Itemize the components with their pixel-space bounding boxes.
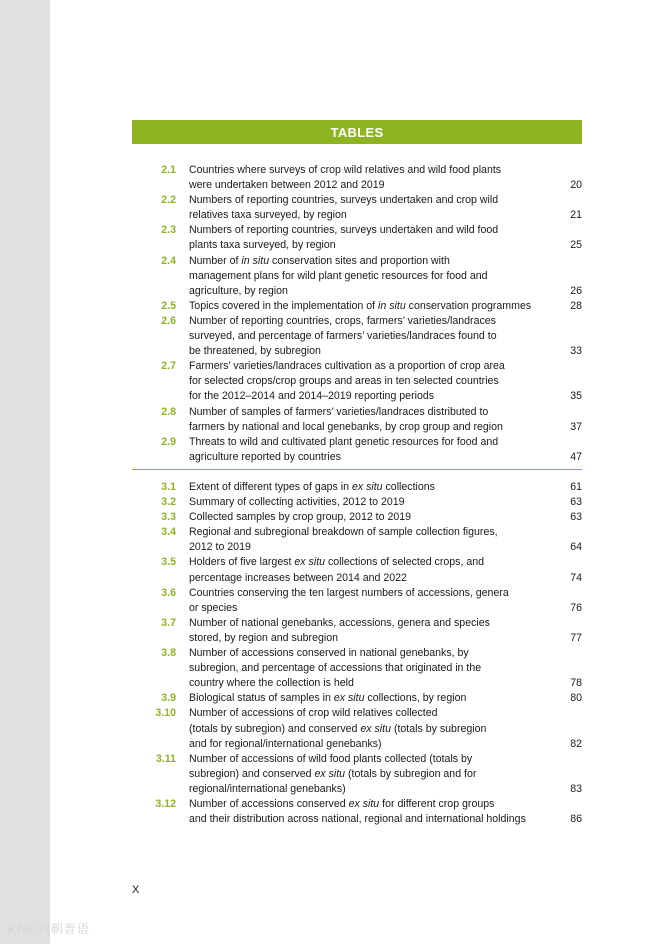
table-title-line: Number of national genebanks, accessions, genera and species [189, 616, 490, 629]
table-title-line: subregion) and conserved ex situ (totals by subregion and for [189, 767, 477, 780]
toc-entry[interactable] [132, 480, 582, 495]
table-title-line: Number of accessions of crop wild relatives collected [189, 707, 438, 720]
table-page-number: 78 [570, 677, 582, 690]
toc-group-chapter-3 [132, 480, 582, 827]
table-page-number: 26 [570, 284, 582, 297]
page-number: X [132, 884, 140, 896]
table-page-number: 63 [570, 511, 582, 524]
toc-entry[interactable] [132, 435, 582, 465]
toc-line [132, 163, 582, 178]
table-number: 2.1 [161, 164, 176, 176]
table-title-line: percentage increases between 2014 and 2022 [189, 571, 407, 584]
toc-entry[interactable] [132, 797, 582, 827]
table-title-line: agriculture reported by countries [189, 450, 341, 463]
toc-line [132, 208, 582, 223]
toc-line [132, 344, 582, 359]
table-number: 2.8 [161, 405, 176, 418]
toc-line [132, 722, 582, 737]
table-title-line: Numbers of reporting countries, surveys undertaken and wild food [189, 224, 499, 237]
table-page-number: 33 [570, 345, 582, 358]
toc-line [132, 706, 582, 721]
table-title-line: Summary of collecting activities, 2012 to 2019 [189, 496, 405, 509]
table-page-number: 20 [570, 179, 582, 192]
toc-line [132, 223, 582, 238]
toc-line [132, 359, 582, 374]
table-title-line: Countries where surveys of crop wild relatives and wild food plants [189, 164, 502, 176]
table-number: 2.2 [161, 194, 176, 207]
table-title-line: Countries conserving the ten largest numbers of accessions, genera [189, 586, 509, 599]
toc-line [132, 812, 582, 827]
toc-line [132, 601, 582, 616]
toc-line [132, 314, 582, 329]
table-title-line: Number of accessions conserved ex situ for different crop groups [189, 797, 495, 810]
table-number: 2.7 [161, 360, 176, 373]
toc-line [132, 374, 582, 389]
toc-line [132, 616, 582, 631]
toc-line [132, 661, 582, 676]
toc-entry[interactable] [132, 555, 582, 585]
table-title-line: Number of in situ conservation sites and proportion with [189, 254, 450, 267]
toc-line [132, 797, 582, 812]
table-number: 3.8 [161, 647, 176, 660]
watermark-text: K²◎ 六朝晋语 [8, 922, 90, 936]
table-title-line: Regional and subregional breakdown of sample collection figures, [189, 526, 498, 539]
table-page-number: 25 [570, 239, 582, 252]
table-number: 3.2 [161, 496, 176, 509]
toc-line [132, 525, 582, 540]
toc-entry[interactable] [132, 706, 582, 751]
side-strip [0, 0, 50, 944]
table-number: 2.5 [161, 299, 176, 312]
toc-line [132, 752, 582, 767]
toc-line [132, 676, 582, 691]
table-title-line: Extent of different types of gaps in ex situ collections [189, 481, 435, 493]
table-page-number: 35 [570, 390, 582, 403]
section-divider [132, 469, 582, 470]
table-title-line: surveyed, and percentage of farmers’ varieties/landraces found to [189, 330, 497, 343]
table-page-number: 37 [570, 420, 582, 433]
table-page-number: 47 [570, 450, 582, 463]
table-title-line: and their distribution across national, regional and international holdings [189, 813, 526, 826]
table-title-line: for selected crops/crop groups and areas in ten selected countries [189, 375, 499, 388]
toc-line [132, 480, 582, 495]
toc-entry[interactable] [132, 495, 582, 510]
table-title-line: regional/international genebanks) [189, 782, 346, 795]
toc-entry[interactable] [132, 223, 582, 253]
table-page-number: 28 [570, 299, 582, 312]
table-number: 2.4 [161, 254, 176, 267]
table-page-number: 74 [570, 571, 582, 584]
table-title-line: stored, by region and subregion [189, 631, 339, 644]
toc-entry[interactable] [132, 193, 582, 223]
table-title-line: and for regional/international genebanks) [189, 737, 382, 750]
toc-line [132, 269, 582, 284]
toc-entry[interactable] [132, 299, 582, 314]
table-title-line: be threatened, by subregion [189, 345, 321, 358]
table-title-line: for the 2012–2014 and 2014–2019 reporting periods [189, 390, 435, 403]
table-page-number: 21 [570, 209, 582, 222]
table-title-line: Collected samples by crop group, 2012 to 2019 [189, 511, 412, 524]
toc-line [132, 495, 582, 510]
toc-entry[interactable] [132, 586, 582, 616]
table-title-line: Number of accessions conserved in national genebanks, by [189, 647, 469, 660]
toc-line [132, 435, 582, 450]
toc-entry[interactable] [132, 752, 582, 797]
toc-line [132, 631, 582, 646]
toc-line [132, 329, 582, 344]
table-page-number: 86 [570, 813, 582, 826]
table-page-number: 64 [570, 541, 582, 554]
table-number: 3.7 [161, 616, 176, 629]
toc-line [132, 299, 582, 314]
table-number: 3.3 [161, 511, 176, 524]
toc-entry[interactable] [132, 405, 582, 435]
toc-entry[interactable] [132, 510, 582, 525]
table-title-line: Farmers’ varieties/landraces cultivation as a proportion of crop area [189, 360, 505, 373]
toc-line [132, 691, 582, 706]
toc-entry[interactable] [132, 646, 582, 691]
table-title-line: agriculture, by region [189, 284, 288, 297]
table-title-line: Number of accessions of wild food plants collected (totals by [189, 752, 473, 765]
toc-entry[interactable] [132, 616, 582, 646]
table-page-number: 61 [570, 481, 582, 493]
table-title-line: relatives taxa surveyed, by region [189, 209, 347, 222]
table-number: 3.12 [155, 797, 176, 810]
table-title-line: Biological status of samples in ex situ collections, by region [189, 692, 467, 705]
table-title-line: 2012 to 2019 [189, 541, 251, 554]
toc-line [132, 238, 582, 253]
table-page-number: 80 [570, 692, 582, 705]
table-title-line: Number of samples of farmers’ varieties/landraces distributed to [189, 405, 489, 418]
toc-line [132, 571, 582, 586]
toc-entry[interactable] [132, 525, 582, 555]
toc-entry[interactable] [132, 254, 582, 299]
toc-line [132, 405, 582, 420]
toc-line [132, 555, 582, 570]
toc-line [132, 540, 582, 555]
table-title-line: (totals by subregion) and conserved ex situ (totals by subregion [189, 722, 487, 735]
table-page-number: 83 [570, 782, 582, 795]
toc-entry[interactable] [132, 314, 582, 359]
table-number: 3.11 [155, 752, 176, 765]
table-number: 3.9 [161, 692, 176, 705]
table-title-line: were undertaken between 2012 and 2019 [189, 179, 385, 192]
table-title-line: plants taxa surveyed, by region [189, 239, 336, 252]
toc-line [132, 284, 582, 299]
table-title-line: subregion, and percentage of accessions that originated in the [189, 662, 482, 675]
toc-line [132, 178, 582, 193]
table-title-line: Numbers of reporting countries, surveys undertaken and crop wild [189, 194, 499, 207]
table-number: 3.10 [155, 707, 176, 720]
toc-line [132, 767, 582, 782]
table-page-number: 82 [570, 737, 582, 750]
toc-line [132, 254, 582, 269]
table-title-line: Holders of five largest ex situ collections of selected crops, and [189, 556, 485, 569]
toc-line [132, 586, 582, 601]
table-number: 3.5 [161, 556, 176, 569]
table-number: 3.1 [161, 481, 176, 493]
toc-line [132, 193, 582, 208]
toc-line [132, 389, 582, 404]
watermark-logo [8, 920, 90, 937]
table-number: 2.9 [161, 435, 176, 448]
table-title-line: farmers by national and local genebanks, by crop group and region [189, 420, 503, 433]
tables-title: TABLES [330, 124, 384, 140]
toc-entry[interactable] [132, 691, 582, 706]
table-title-line: Number of reporting countries, crops, farmers’ varieties/landraces [189, 314, 496, 327]
table-title-line: Threats to wild and cultivated plant genetic resources for food and [189, 435, 499, 448]
table-number: 3.6 [161, 586, 176, 599]
toc-line [132, 737, 582, 752]
toc-line [132, 510, 582, 525]
table-page-number: 77 [570, 631, 582, 644]
toc-line [132, 420, 582, 435]
table-title-line: Topics covered in the implementation of in situ conservation programmes [189, 299, 532, 312]
toc-group-chapter-2 [132, 163, 582, 465]
toc-entry[interactable] [132, 163, 582, 193]
table-page-number: 76 [570, 601, 582, 614]
table-page-number: 63 [570, 496, 582, 509]
table-title-line: management plans for wild plant genetic resources for food and [189, 269, 488, 282]
toc-entry[interactable] [132, 359, 582, 404]
toc-line [132, 782, 582, 797]
tables-header [132, 120, 582, 144]
toc-line [132, 450, 582, 465]
table-title-line: country where the collection is held [189, 677, 354, 690]
toc-line [132, 646, 582, 661]
table-number: 2.6 [161, 314, 176, 327]
table-number: 2.3 [161, 224, 176, 237]
table-title-line: or species [189, 601, 238, 614]
table-number: 3.4 [161, 526, 176, 539]
